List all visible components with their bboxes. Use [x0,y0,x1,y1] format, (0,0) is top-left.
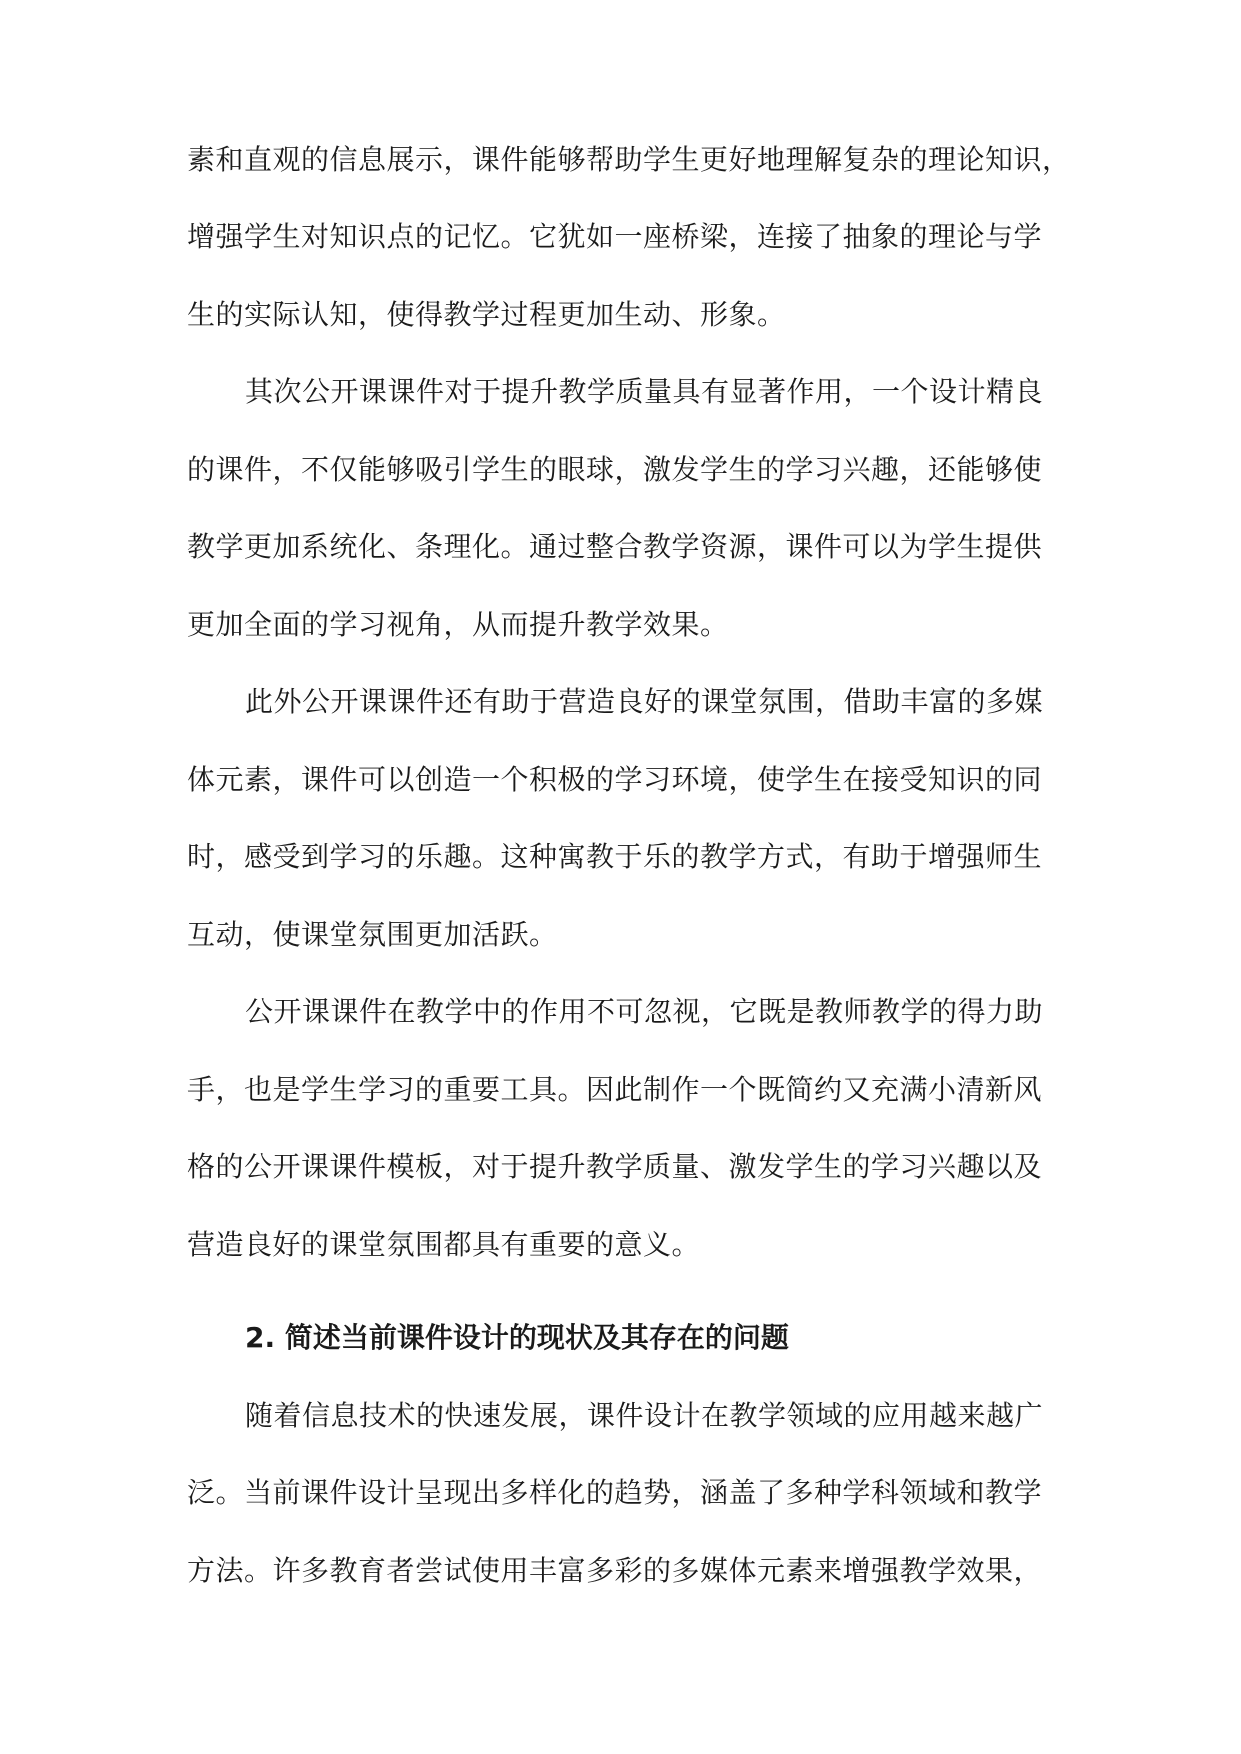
paragraph-line: 互动，使课堂氛围更加活跃。 [187,918,558,951]
paragraph-line: 时，感受到学习的乐趣。这种寓教于乐的教学方式，有助于增强师生 [187,840,1043,873]
paragraph-line: 其次公开课课件对于提升教学质量具有显著作用，一个设计精良 [245,375,1044,408]
paragraph-line: 素和直观的信息展示，课件能够帮助学生更好地理解复杂的理论知识， [187,143,1071,176]
paragraph-line: 方法。许多教育者尝试使用丰富多彩的多媒体元素来增强教学效果， [187,1554,1043,1587]
paragraph-line: 更加全面的学习视角，从而提升教学效果。 [187,608,729,641]
paragraph-line: 营造良好的课堂氛围都具有重要的意义。 [187,1228,701,1261]
paragraph-line: 生的实际认知，使得教学过程更加生动、形象。 [187,298,786,331]
paragraph-line: 增强学生对知识点的记忆。它犹如一座桥梁，连接了抽象的理论与学 [187,220,1043,253]
paragraph-line: 体元素，课件可以创造一个积极的学习环境，使学生在接受知识的同 [187,763,1043,796]
paragraph-line: 此外公开课课件还有助于营造良好的课堂氛围，借助丰富的多媒 [245,685,1044,718]
paragraph-line: 教学更加系统化、条理化。通过整合教学资源，课件可以为学生提供 [187,530,1043,563]
paragraph-line: 公开课课件在教学中的作用不可忽视，它既是教师教学的得力助 [245,995,1044,1028]
paragraph-line: 手，也是学生学习的重要工具。因此制作一个既简约又充满小清新风 [187,1073,1043,1106]
paragraph-line: 格的公开课课件模板，对于提升教学质量、激发学生的学习兴趣以及 [187,1150,1043,1183]
paragraph-line: 泛。当前课件设计呈现出多样化的趋势，涵盖了多种学科领域和教学 [187,1476,1043,1509]
section-heading: 2. 简述当前课件设计的现状及其存在的问题 [245,1321,789,1354]
paragraph-line: 随着信息技术的快速发展，课件设计在教学领域的应用越来越广 [245,1399,1044,1432]
paragraph-line: 的课件，不仅能够吸引学生的眼球，激发学生的学习兴趣，还能够使 [187,453,1043,486]
